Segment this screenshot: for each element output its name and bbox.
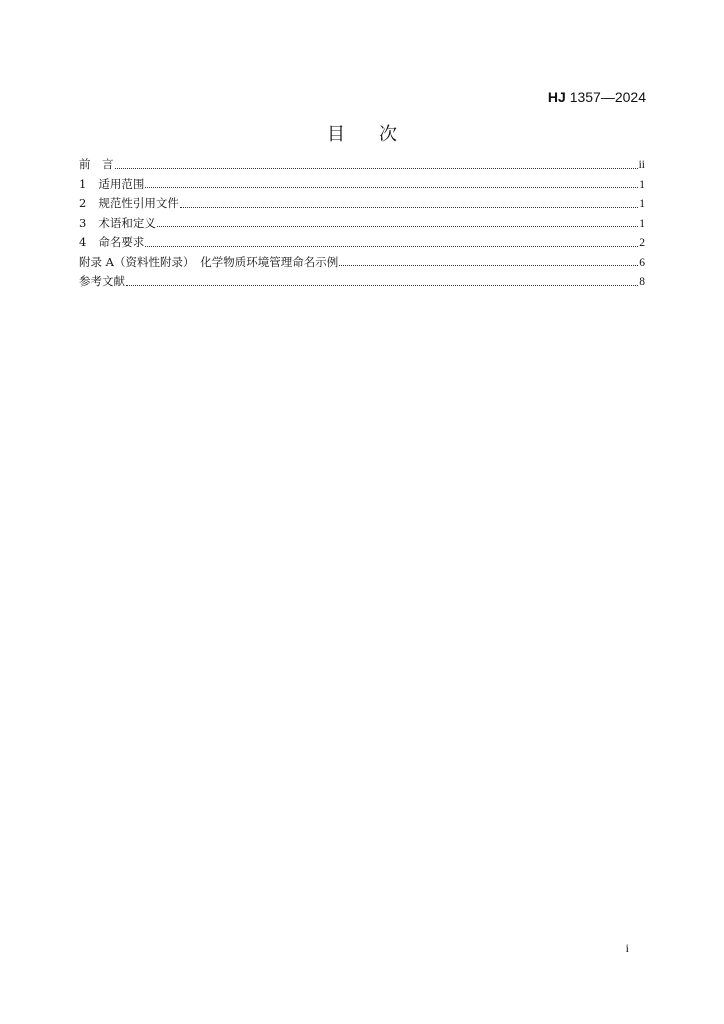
toc-leader-dots [339, 256, 638, 268]
page-number: i [625, 941, 629, 955]
toc-entry-number: 4 [79, 235, 87, 249]
toc-list [79, 155, 645, 292]
toc-entry-page: 8 [639, 276, 645, 288]
toc-entry-text: 命名要求 [98, 235, 145, 249]
toc-entry-text: 术语和定义 [98, 215, 156, 230]
document-code-prefix: HJ [547, 89, 566, 105]
toc-entry-label: 参考文献 [79, 274, 125, 288]
toc-entry-number: 1 [79, 176, 87, 191]
toc-entry-scope[interactable] [79, 175, 645, 195]
toc-leader-dots [145, 237, 638, 249]
toc-entry-naming-requirements[interactable] [79, 233, 645, 253]
toc-title: 目次 [327, 124, 431, 145]
toc-entry-label [79, 175, 144, 195]
toc-entry-label: 前 言 [79, 157, 114, 171]
toc-entry-page: 1 [639, 198, 645, 210]
toc-entry-label [79, 194, 179, 214]
toc-leader-dots [126, 276, 638, 288]
toc-entry-text: 规范性引用文件 [98, 196, 179, 210]
toc-entry-page: 1 [639, 178, 645, 191]
toc-entry-page: ii [638, 159, 645, 171]
toc-entry-page: 6 [639, 256, 645, 269]
toc-leader-dots [180, 198, 638, 210]
toc-entry-number: 3 [79, 215, 87, 230]
toc-entry-label [79, 214, 156, 234]
toc-entry-text: 适用范围 [98, 176, 145, 191]
toc-entry-bibliography[interactable] [79, 272, 645, 292]
toc-entry-number: 2 [79, 196, 87, 210]
toc-leader-dots [145, 178, 638, 190]
toc-entry-normative-references[interactable] [79, 194, 645, 214]
toc-leader-dots [115, 159, 638, 171]
document-code [548, 89, 646, 105]
toc-entry-label: 附录 A（资料性附录） 化学物质环境管理命名示例 [79, 254, 339, 269]
toc-entry-terms-definitions[interactable] [79, 214, 645, 234]
toc-entry-label [79, 233, 144, 253]
toc-entry-page: 1 [639, 217, 645, 230]
toc-entry-page: 2 [639, 237, 645, 249]
toc-entry-appendix-a[interactable] [79, 253, 645, 273]
toc-leader-dots [157, 217, 638, 229]
toc-entry-preface[interactable] [79, 155, 645, 175]
document-code-number: 1357—2024 [565, 89, 646, 105]
